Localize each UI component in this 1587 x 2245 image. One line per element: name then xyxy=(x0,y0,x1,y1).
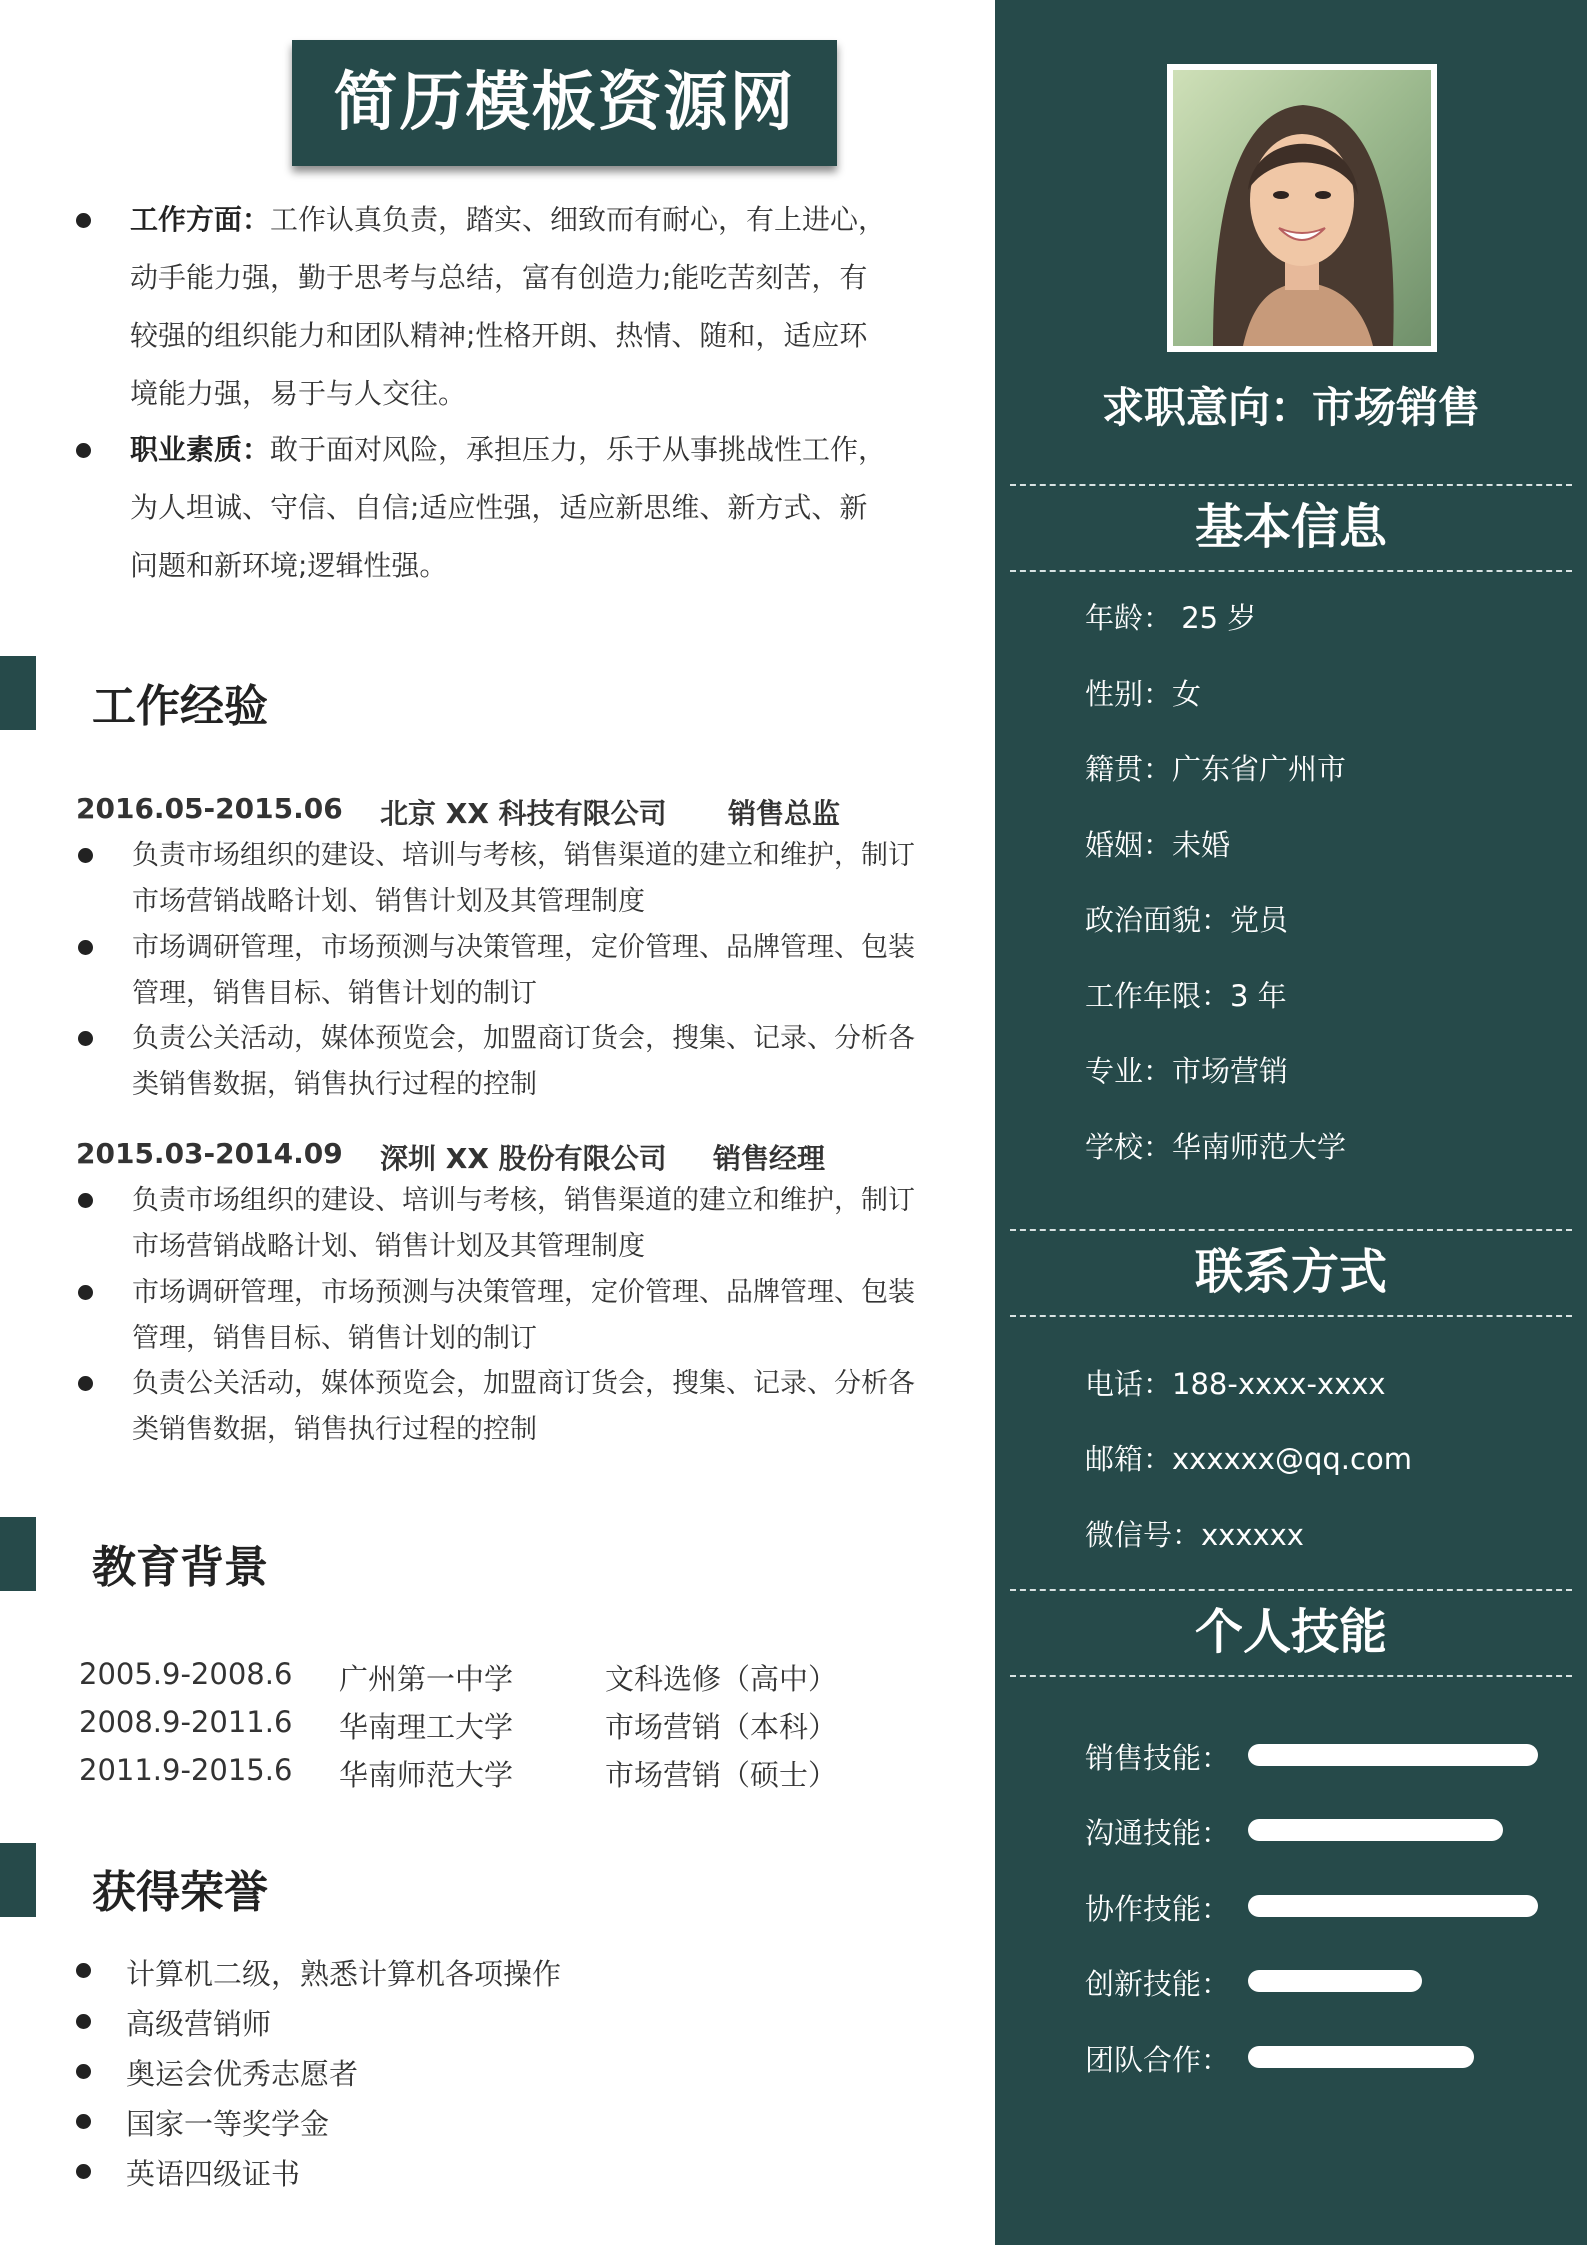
section-title-contact: 联系方式 xyxy=(1010,1229,1572,1317)
job-position: 销售经理 xyxy=(713,1142,826,1175)
bullet-icon xyxy=(76,1963,91,1978)
honor-item: 高级营销师 xyxy=(126,2007,272,2041)
intro-text: 敢于面对风险，承担压力，乐于从事挑战性工作，为人坦诚、守信、自信;适应性强，适应新思维、新方式、新问题和新环境;逻辑性强。 xyxy=(130,433,887,582)
job-intent: 求职意向：市场销售 xyxy=(1101,383,1480,432)
skill-label: 团队合作： xyxy=(1085,2043,1231,2077)
edu-school: 华南师范大学 xyxy=(339,1758,514,1792)
bullet-icon xyxy=(76,2014,91,2029)
contact-wechat: 微信号：xxxxxx xyxy=(1085,1518,1304,1552)
bullet-icon xyxy=(76,443,91,458)
honor-item: 国家一等奖学金 xyxy=(126,2107,330,2141)
section-marker xyxy=(0,1843,36,1917)
job-duty: 负责市场组织的建设、培训与考核，销售渠道的建立和维护，制订市场营销战略计划、销售计划及其管理制度 xyxy=(132,1185,915,1262)
info-school: 学校：华南师范大学 xyxy=(1085,1130,1347,1164)
contact-email: 邮箱：xxxxxx@qq.com xyxy=(1085,1442,1412,1476)
info-marital: 婚姻：未婚 xyxy=(1085,828,1231,862)
info-political: 政治面貌：党员 xyxy=(1085,903,1289,937)
job-company: 北京 XX 科技有限公司 xyxy=(380,797,667,830)
resume-title: 简历模板资源网 xyxy=(292,40,837,166)
bullet-icon xyxy=(78,1193,93,1208)
edu-school: 广州第一中学 xyxy=(339,1662,514,1696)
section-marker xyxy=(0,656,36,730)
skill-bar xyxy=(1248,1744,1538,1766)
intro-work-attitude xyxy=(130,191,895,423)
section-title-honors: 获得荣誉 xyxy=(92,1867,268,1918)
job-period: 2016.05-2015.06 xyxy=(76,792,343,825)
info-hometown: 籍贯：广东省广州市 xyxy=(1085,752,1347,786)
bullet-icon xyxy=(78,1376,93,1391)
honor-item: 英语四级证书 xyxy=(126,2157,301,2191)
sidebar xyxy=(995,0,1587,2245)
intro-label: 职业素质： xyxy=(130,433,271,466)
section-title-basic-info: 基本信息 xyxy=(1010,484,1572,572)
job-company: 深圳 XX 股份有限公司 xyxy=(380,1142,667,1175)
edu-period: 2005.9-2008.6 xyxy=(79,1657,293,1691)
section-title-skills: 个人技能 xyxy=(1010,1589,1572,1677)
job-duty: 负责公关活动，媒体预览会，加盟商订货会，搜集、记录、分析各类销售数据，销售执行过程的控制 xyxy=(132,1368,915,1445)
intro-label: 工作方面： xyxy=(130,203,271,236)
edu-major: 市场营销（硕士） xyxy=(605,1758,838,1792)
job-duty: 负责公关活动，媒体预览会，加盟商订货会，搜集、记录、分析各类销售数据，销售执行过程的控制 xyxy=(132,1023,915,1100)
bullet-icon xyxy=(76,2114,91,2129)
skill-label: 销售技能： xyxy=(1085,1741,1231,1775)
bullet-icon xyxy=(78,1031,93,1046)
skill-bar xyxy=(1248,1970,1422,1992)
edu-major: 文科选修（高中） xyxy=(605,1662,838,1696)
job-period: 2015.03-2014.09 xyxy=(76,1137,343,1170)
edu-major: 市场营销（本科） xyxy=(605,1710,838,1744)
skill-bar xyxy=(1248,1819,1503,1841)
bullet-icon xyxy=(76,2164,91,2179)
skill-label: 沟通技能： xyxy=(1085,1816,1231,1850)
bullet-icon xyxy=(78,1285,93,1300)
info-years: 工作年限：3 年 xyxy=(1085,979,1287,1013)
info-gender: 性别：女 xyxy=(1085,677,1202,711)
honor-item: 奥运会优秀志愿者 xyxy=(126,2057,359,2091)
portrait-image xyxy=(1173,70,1431,346)
info-major: 专业：市场营销 xyxy=(1085,1054,1289,1088)
intro-text: 工作认真负责，踏实、细致而有耐心，有上进心，动手能力强，勤于思考与总结，富有创造力;能吃苦刻苦，有较强的组织能力和团队精神;性格开朗、热情、随和，适应环境能力强，易于与人交往。 xyxy=(130,203,887,410)
intro-professional-quality xyxy=(130,421,895,595)
section-marker xyxy=(0,1517,36,1591)
contact-phone: 电话：188-xxxx-xxxx xyxy=(1085,1367,1386,1401)
info-age: 年龄： 25 岁 xyxy=(1085,601,1257,635)
edu-period: 2011.9-2015.6 xyxy=(79,1753,293,1787)
job-duty: 负责市场组织的建设、培训与考核，销售渠道的建立和维护，制订市场营销战略计划、销售计划及其管理制度 xyxy=(132,840,915,917)
bullet-icon xyxy=(78,848,93,863)
honor-item: 计算机二级，熟悉计算机各项操作 xyxy=(126,1957,562,1991)
bullet-icon xyxy=(78,940,93,955)
bullet-icon xyxy=(76,213,91,228)
edu-school: 华南理工大学 xyxy=(339,1710,514,1744)
skill-bar xyxy=(1248,1895,1538,1917)
section-title-work: 工作经验 xyxy=(92,681,268,732)
edu-period: 2008.9-2011.6 xyxy=(79,1705,293,1739)
job-duty: 市场调研管理，市场预测与决策管理，定价管理、品牌管理、包装管理，销售目标、销售计划的制订 xyxy=(132,1277,915,1354)
profile-photo xyxy=(1167,64,1437,352)
skill-bar xyxy=(1248,2046,1474,2068)
job-duty: 市场调研管理，市场预测与决策管理，定价管理、品牌管理、包装管理，销售目标、销售计划的制订 xyxy=(132,932,915,1009)
bullet-icon xyxy=(76,2064,91,2079)
section-title-education: 教育背景 xyxy=(92,1542,268,1593)
skill-label: 协作技能： xyxy=(1085,1892,1231,1926)
skill-label: 创新技能： xyxy=(1085,1967,1231,2001)
job-position: 销售总监 xyxy=(728,797,841,830)
